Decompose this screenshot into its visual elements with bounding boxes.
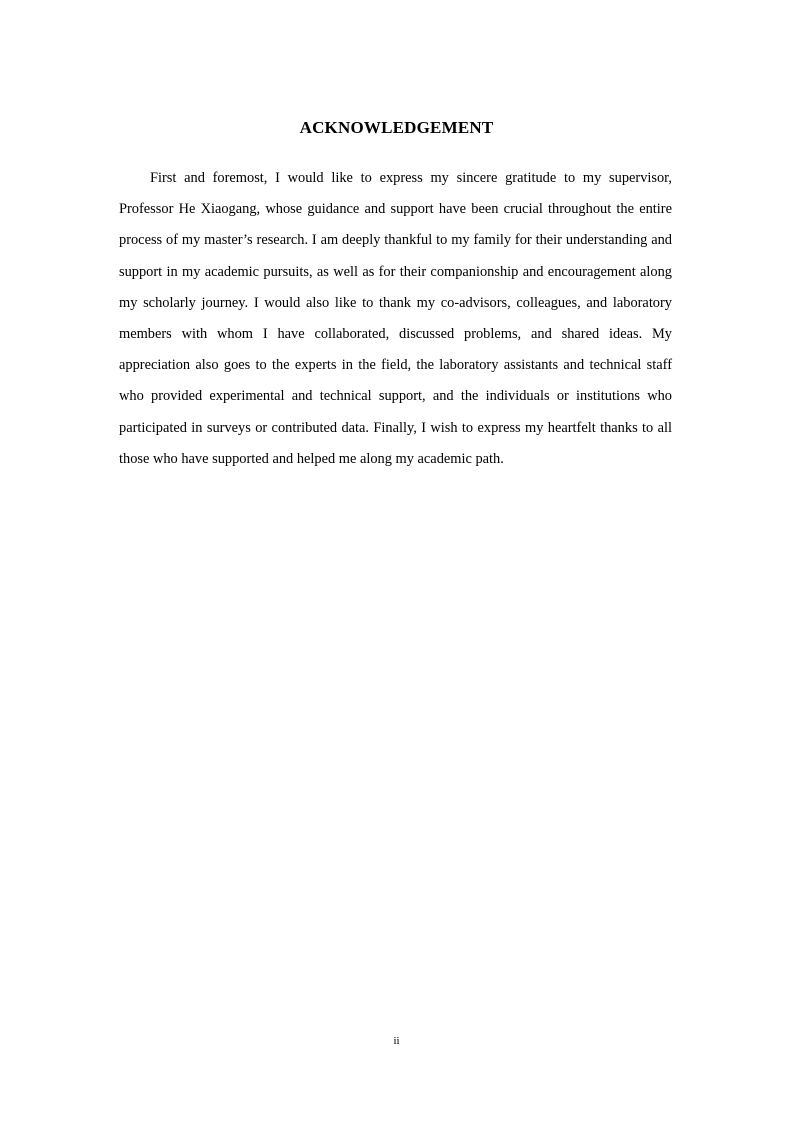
page-number: ii [393,1035,400,1047]
page-title: ACKNOWLEDGEMENT [299,118,494,138]
acknowledgement-paragraph: First and foremost, I would like to express my sincere gratitude to my supervisor, Professor He Xiaogang, whose guidance and support have been crucial throughout the entire process of my master’s research. I am deeply thankful to my family for their understanding and support in my academic pursuits, as well as for their companionship and encouragement along my scholarly journey. I would also like to thank my co-advisors, colleagues, and laboratory members with whom I have collaborated, discussed problems, and shared ideas. My appreciation also goes to the experts in the field, the laboratory assistants and technical staff who provided experimental and technical support, and the individuals or institutions who participated in surveys or contributed data. Finally, I wish to express my heartfelt thanks to all those who have supported and helped me along my academic path. [119,170,672,467]
